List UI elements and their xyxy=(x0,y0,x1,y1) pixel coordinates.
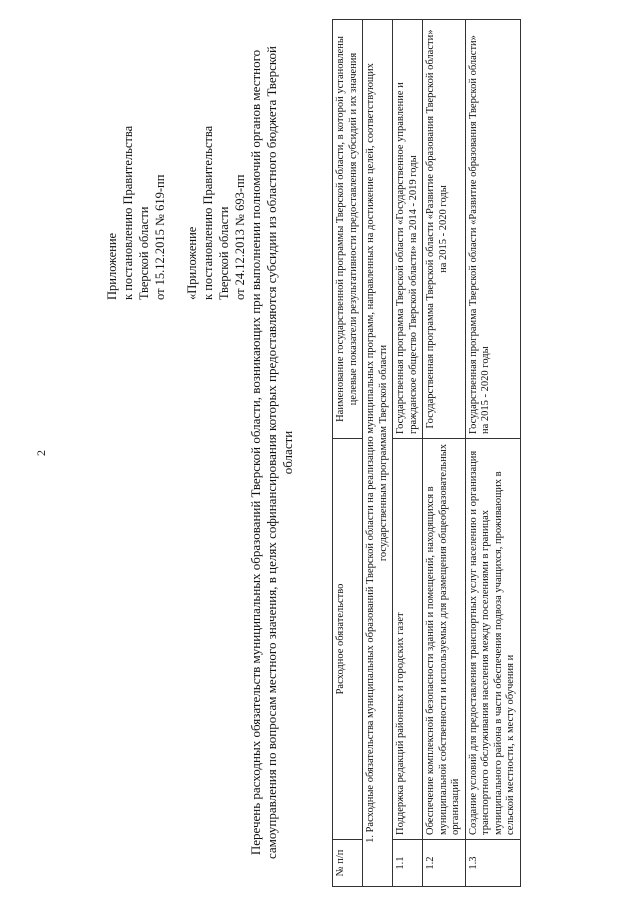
approval-line: Приложение xyxy=(105,232,119,300)
table-header-row xyxy=(333,20,363,887)
row-program: Государственная программа Тверской области «Государственное управление и гражданское общество Тверской области» на 2014 - 2019 годы xyxy=(393,20,423,439)
header-program: Наименование государственной программы Тверской области, в которой установлены целевые показатели результативности предоставления субсидий и их значения xyxy=(333,20,363,439)
table-row xyxy=(423,20,466,887)
table-row xyxy=(393,20,423,887)
row-num: 1.2 xyxy=(423,840,466,887)
obligations-table xyxy=(332,19,521,887)
row-program: Государственная программа Тверской области «Развитие образования Тверской области» на 2015 - 2020 годы xyxy=(423,20,466,439)
approval-block xyxy=(104,60,248,300)
document-title: Перечень расходных обязательств муниципальных образований Тверской области, возникающих при выполнении полномочий органов местного самоуправления по вопросам местного значения, в целях софинансирования которых предоставляются субсидии из областного бюджета Тверской области xyxy=(248,45,295,860)
row-num: 1.1 xyxy=(393,840,423,887)
section-title: 1. Расходные обязательства муниципальных образований Тверской области на реализацию муниципальных программ, направленных на достижение целей, соответствующих государственным программам Тверской области xyxy=(363,20,393,887)
approval-line: от 15.12.2015 № 619-пп xyxy=(153,174,167,300)
row-obligation: Обеспечение комплексной безопасности зданий и помещений, находящихся в муниципальной собственности и используемых для размещения общеобразовательных организаций xyxy=(423,439,466,840)
approval-line: Тверской области xyxy=(137,206,151,300)
row-obligation: Создание условий для предоставления транспортных услуг населению и организация транспортного обслуживания населения между поселениями в границах муниципального района в части обеспечения подвоза учащихся, проживающих в сельской местности, к месту обучения и xyxy=(465,439,520,840)
row-obligation: Поддержка редакций районных и городских газет xyxy=(393,439,423,840)
approval-line: от 24.12.2013 № 693-пп xyxy=(233,174,247,300)
row-num: 1.3 xyxy=(465,840,520,887)
page-number: 2 xyxy=(34,450,48,456)
approval-line: к постановлению Правительства xyxy=(201,125,215,300)
table-row xyxy=(465,20,520,887)
approval-line: «Приложение xyxy=(185,226,199,300)
approval-line: к постановлению Правительства xyxy=(121,125,135,300)
section-row xyxy=(363,20,393,887)
approval-line: Тверской области xyxy=(217,206,231,300)
header-obligation: Расходное обязательство xyxy=(333,439,363,840)
row-program: Государственная программа Тверской области «Развитие образования Тверской области» на 2015 - 2020 годы xyxy=(465,20,520,439)
header-num: № п/п xyxy=(333,840,363,887)
